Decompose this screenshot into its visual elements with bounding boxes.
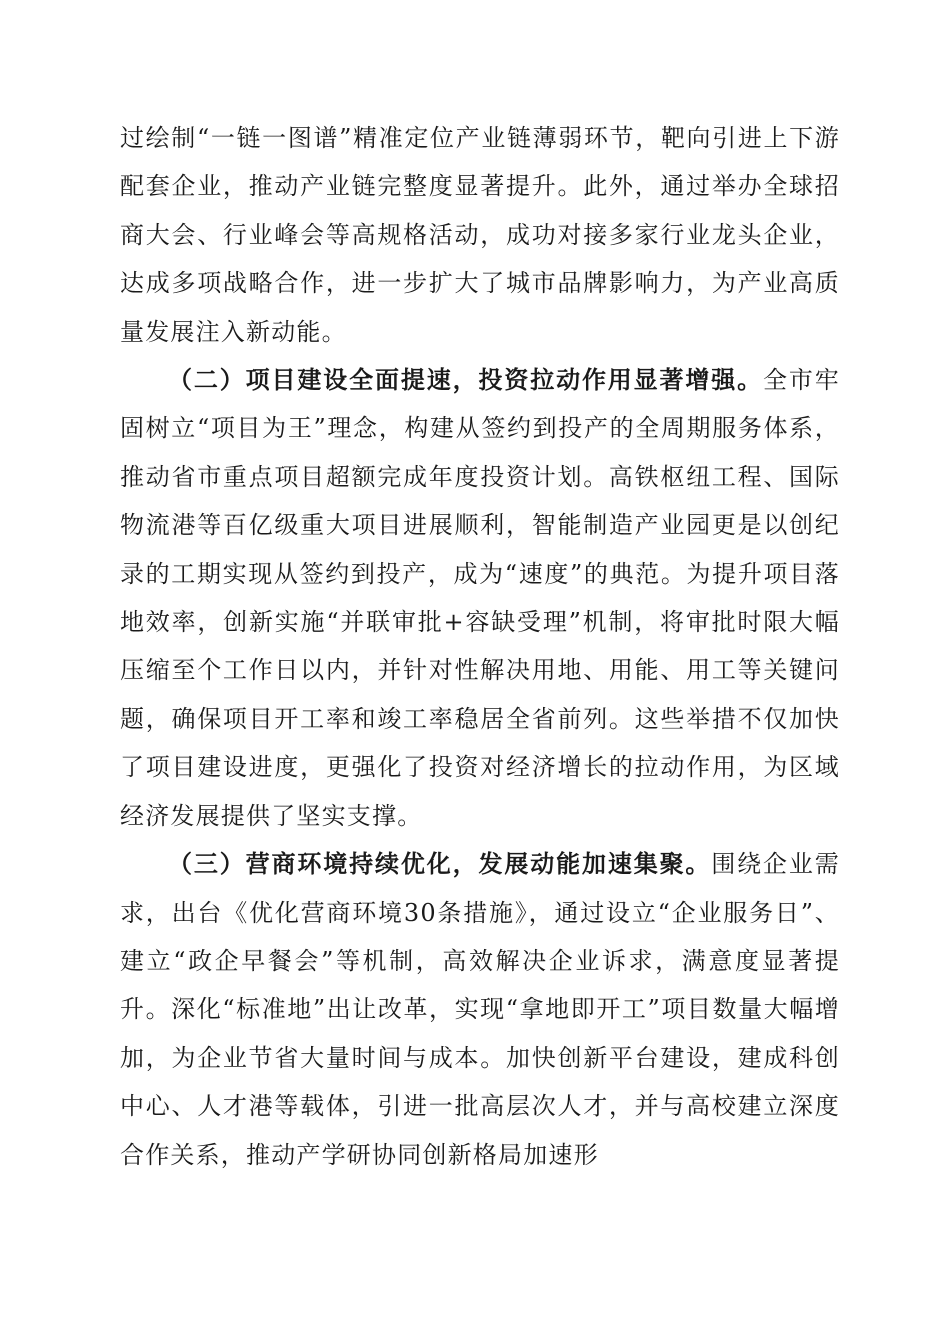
paragraph-text: 围绕企业需求，出台《优化营商环境30条措施》，通过设立“企业服务日”、建立“政企早餐会”等机制，高效解决企业诉求，满意度显著提升。深化“标准地”出让改革，实现“拿地即开工”项目数量大幅增加，为企业节省大量时间与成本。加快创新平台建设，建成科创中心、人才港等载体，引进一批高层次人才，并与高校建立深度合作关系，推动产学研协同创新格局加速形 bbox=[120, 850, 840, 1169]
document-body bbox=[120, 114, 840, 1179]
paragraph-text: 过绘制“一链一图谱”精准定位产业链薄弱环节，靶向引进上下游配套企业，推动产业链完整度显著提升。此外，通过举办全球招商大会、行业峰会等高规格活动，成功对接多家行业龙头企业，达成多项战略合作，进一步扩大了城市品牌影响力，为产业高质量发展注入新动能。 bbox=[120, 124, 840, 346]
paragraph-business-environment bbox=[120, 840, 840, 1179]
paragraph-project-construction bbox=[120, 356, 840, 840]
paragraph-heading: （二）项目建设全面提速，投资拉动作用显著增强。 bbox=[168, 365, 764, 395]
paragraph-text: 全市牢固树立“项目为王”理念，构建从签约到投产的全周期服务体系，推动省市重点项目超额完成年度投资计划。高铁枢纽工程、国际物流港等百亿级重大项目进展顺利，智能制造产业园更是以创纪录的工期实现从签约到投产，成为“速度”的典范。为提升项目落地效率，创新实施“并联审批+容缺受理”机制，将审批时限大幅压缩至个工作日以内，并针对性解决用地、用能、用工等关键问题，确保项目开工率和竣工率稳居全省前列。这些举措不仅加快了项目建设进度，更强化了投资对经济增长的拉动作用，为区域经济发展提供了坚实支撑。 bbox=[120, 366, 840, 830]
paragraph-continuation bbox=[120, 114, 840, 356]
paragraph-heading: （三）营商环境持续优化，发展动能加速集聚。 bbox=[168, 849, 712, 879]
